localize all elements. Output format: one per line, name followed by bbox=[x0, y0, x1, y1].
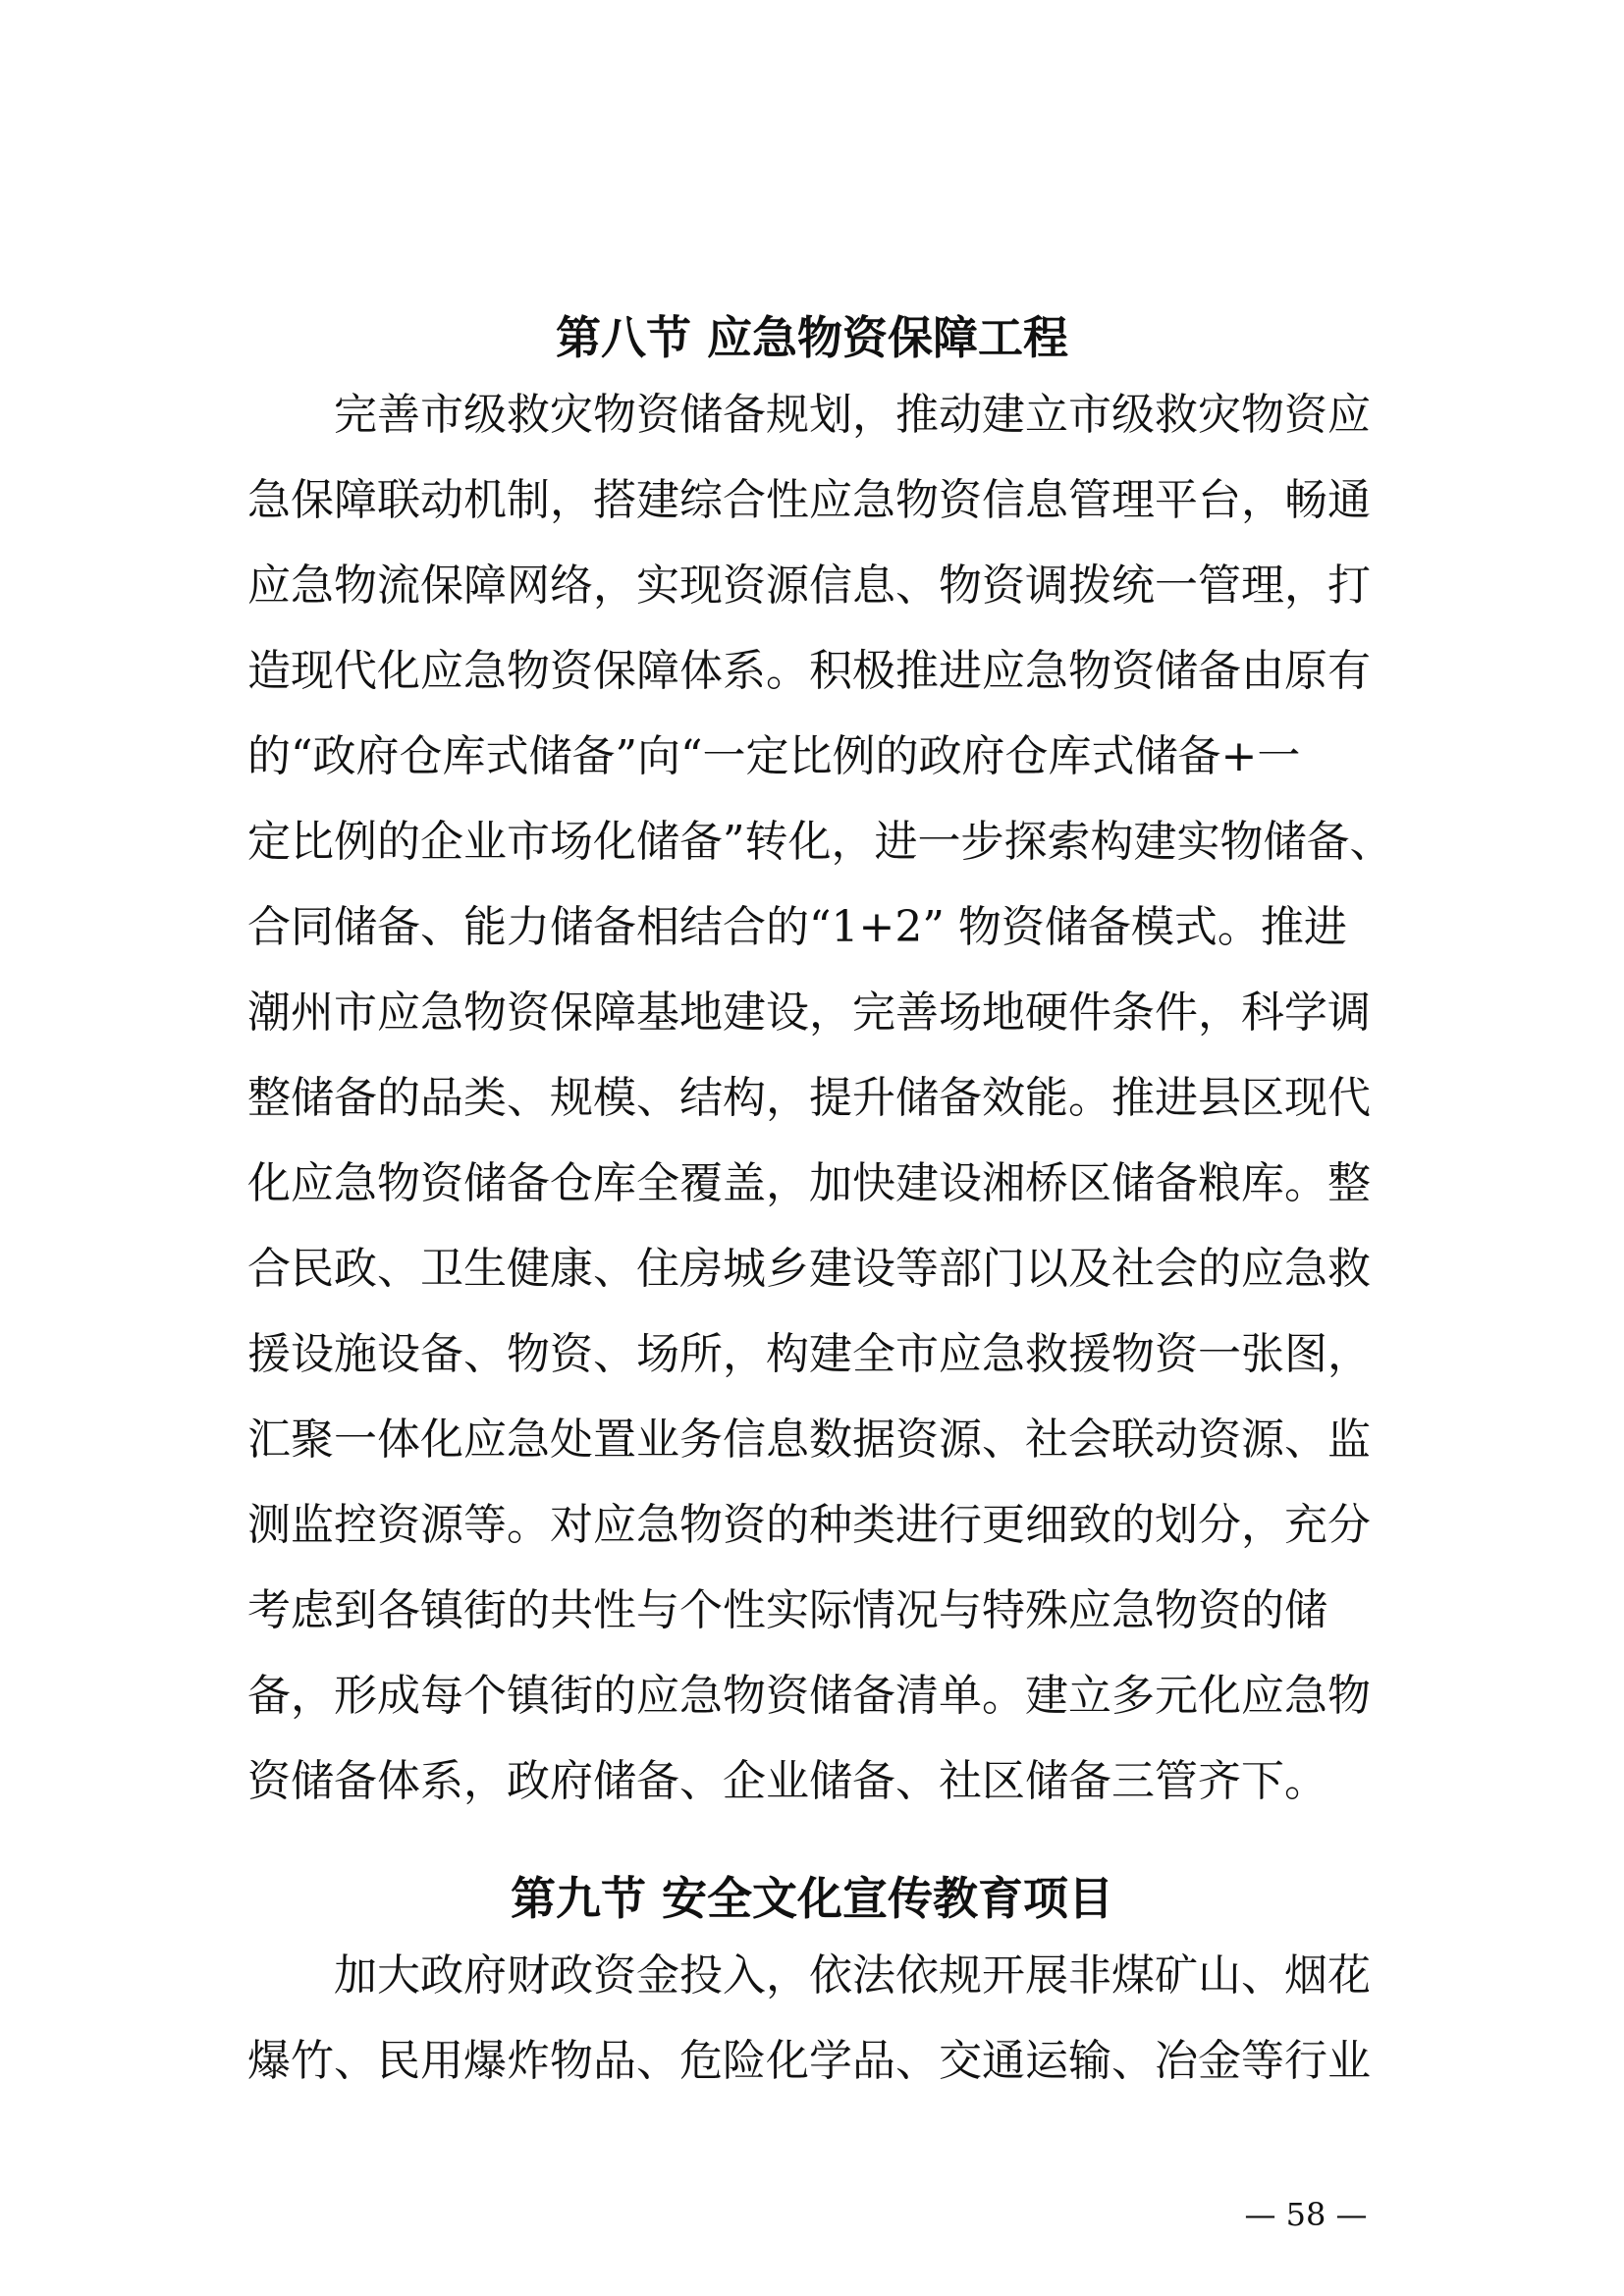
section-8-line-7: 合同储备、能力储备相结合的“1+2” 物资储备模式。推进 bbox=[247, 902, 1347, 952]
section-8-line-13: 汇聚一体化应急处置业务信息数据资源、社会联动资源、监 bbox=[247, 1415, 1371, 1465]
section-9-heading: 第九节 安全文化宣传教育项目 bbox=[510, 1872, 1113, 1925]
section-8-line-1: 完善市级救灾物资储备规划，推动建立市级救灾物资应 bbox=[334, 390, 1371, 440]
section-8-heading: 第八节 应急物资保障工程 bbox=[555, 311, 1068, 364]
section-8-line-5: 的“政府仓库式储备”向“一定比例的政府仓库式储备+一 bbox=[247, 731, 1301, 781]
section-8-line-8: 潮州市应急物资保障基地建设，完善场地硬件条件，科学调 bbox=[247, 988, 1371, 1038]
section-8-line-15: 考虑到各镇街的共性与个性实际情况与特殊应急物资的储 bbox=[247, 1585, 1327, 1635]
section-8-line-3: 应急物流保障网络，实现资源信息、物资调拨统一管理，打 bbox=[247, 561, 1371, 611]
section-8-line-6: 定比例的企业市场化储备”转化，进一步探索构建实物储备、 bbox=[247, 817, 1393, 867]
section-9-line-2: 爆竹、民用爆炸物品、危险化学品、交通运输、冶金等行业 bbox=[247, 2036, 1371, 2086]
page-number: — 58 — bbox=[1244, 2196, 1368, 2233]
section-8-line-9: 整储备的品类、规模、结构，提升储备效能。推进县区现代 bbox=[247, 1073, 1371, 1123]
section-8-line-2: 急保障联动机制，搭建综合性应急物资信息管理平台，畅通 bbox=[247, 475, 1371, 525]
section-8-line-14: 测监控资源等。对应急物资的种类进行更细致的划分，充分 bbox=[247, 1500, 1371, 1550]
section-9-line-1: 加大政府财政资金投入，依法依规开展非煤矿山、烟花 bbox=[334, 1950, 1371, 2001]
section-8-line-10: 化应急物资储备仓库全覆盖，加快建设湘桥区储备粮库。整 bbox=[247, 1158, 1371, 1208]
section-8-line-12: 援设施设备、物资、场所，构建全市应急救援物资一张图， bbox=[247, 1329, 1371, 1379]
section-8-line-16: 备，形成每个镇街的应急物资储备清单。建立多元化应急物 bbox=[247, 1671, 1371, 1721]
section-8-line-17: 资储备体系，政府储备、企业储备、社区储备三管齐下。 bbox=[247, 1756, 1327, 1806]
section-8-line-4: 造现代化应急物资保障体系。积极推进应急物资储备由原有 bbox=[247, 646, 1371, 696]
section-8-line-11: 合民政、卫生健康、住房城乡建设等部门以及社会的应急救 bbox=[247, 1244, 1371, 1294]
